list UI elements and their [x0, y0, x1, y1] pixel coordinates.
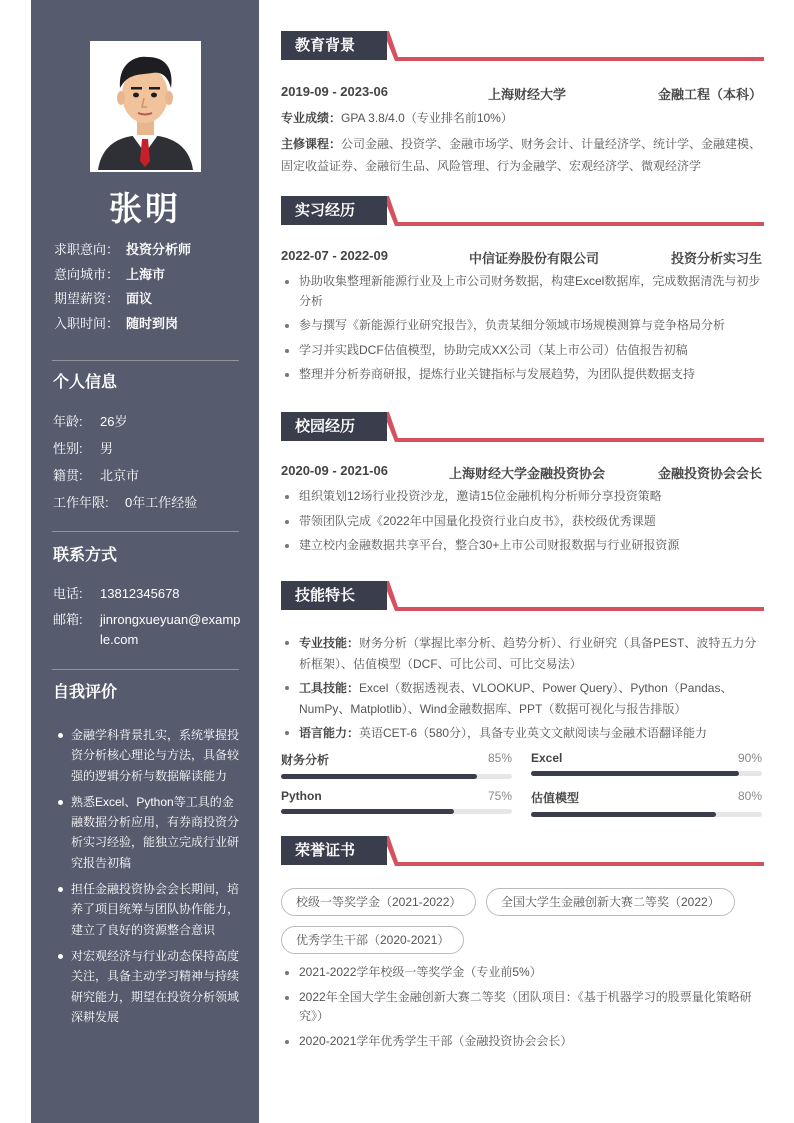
honor-tag: 校级一等奖学金（2021-2022）: [281, 888, 476, 916]
contact-phone: 电话: 13812345678: [53, 586, 180, 601]
skill-bar-track: [281, 809, 512, 814]
skill-bar-track: [531, 771, 762, 776]
honor-tag: 优秀学生干部（2020-2021）: [281, 926, 464, 954]
list-item: 参与撰写《新能源行业研究报告》，负责某细分领域市场规模测算与竞争格局分析: [281, 316, 764, 336]
info-origin: 籍贯: 北京市: [53, 468, 140, 483]
intent-salary: 期望薪资： 面议: [54, 291, 153, 306]
list-item: 整理并分析券商研报，提炼行业关键指标与发展趋势，为团队提供数据支持: [281, 365, 764, 385]
divider: [52, 360, 239, 361]
skill-bar-track: [281, 774, 512, 779]
campus-org: 上海财经大学金融投资协会: [449, 466, 606, 481]
list-item: 语言能力：英语CET-6（580分），具备专业英文文献阅读与金融术语翻译能力: [281, 723, 764, 744]
list-item: 建立校内金融数据共享平台，整合30+上市公司财报数据与行业研报资源: [281, 536, 764, 556]
list-item: 熟悉Excel、Python等工具的金融数据分析应用，有券商投资分析实习经验，能独立完成行业研究报告初稿: [55, 792, 245, 873]
avatar: [90, 41, 201, 172]
internship-role: 投资分析实习生: [670, 251, 762, 266]
education-major: 金融工程（本科）: [657, 87, 762, 102]
list-item: 金融学科背景扎实，系统掌握投资分析核心理论与方法，具备较强的逻辑分析与数据解读能力: [55, 725, 245, 786]
section-title: 校园经历: [281, 412, 387, 441]
list-item: 对宏观经济与行业动态保持高度关注，具备主动学习精神与持续研究能力，期望在投资分析领域深耕发展: [55, 946, 245, 1027]
skill-bar-fill: [281, 809, 454, 814]
campus-list: [281, 487, 764, 556]
skill-bar-fill: [531, 771, 739, 776]
section-title: 教育背景: [281, 31, 387, 60]
campus-date: 2020-09 - 2021-06: [281, 463, 388, 478]
section-header-skills: [281, 581, 764, 611]
contact-email: 邮箱: jinrongxueyuan@example.com: [53, 612, 241, 647]
skills-list: [281, 633, 764, 744]
skill-bar-fill: [531, 812, 716, 817]
list-item: 带领团队完成《2022年中国量化投资行业白皮书》，获校级优秀课题: [281, 512, 764, 532]
internship-date: 2022-07 - 2022-09: [281, 248, 388, 263]
contact-info: [53, 584, 242, 656]
honors-list: [281, 963, 764, 1051]
section-header-campus: [281, 412, 764, 442]
internship-entry-head: [281, 248, 762, 267]
intent-start: 入职时间： 随时到岗: [54, 315, 179, 331]
section-title: 实习经历: [281, 196, 387, 225]
list-item: 协助收集整理新能源行业及上市公司财务数据，构建Excel数据库，完成数据清洗与初步分析: [281, 272, 764, 311]
skill-bar: 财务分析 85%: [281, 751, 512, 779]
section-header-education: [281, 31, 764, 61]
list-item: 学习并实践DCF估值模型，协助完成XX公司（某上市公司）估值报告初稿: [281, 341, 764, 361]
candidate-name: 张明: [109, 190, 181, 227]
divider: [52, 531, 239, 532]
education-entry-head: [281, 84, 762, 103]
list-item: 工具技能：Excel（数据透视表、VLOOKUP、Power Query）、Python（Pandas、NumPy、Matplotlib）、Wind金融数据库、PPT（数据可视化与报告排版）: [281, 678, 764, 720]
info-gender: 性别: 男: [53, 441, 114, 456]
self-eval-list: [55, 725, 245, 1033]
self-eval-title: 自我评价: [53, 684, 118, 701]
honor-tag: 全国大学生金融创新大赛二等奖（2022）: [486, 888, 735, 916]
personal-info-title: 个人信息: [53, 374, 118, 391]
info-age: 年龄: 26岁: [53, 414, 128, 429]
section-title: 荣誉证书: [281, 836, 387, 865]
section-header-honors: [281, 836, 764, 866]
campus-entry-head: [281, 463, 762, 482]
list-item: 组织策划12场行业投资沙龙，邀请15位金融机构分析师分享投资策略: [281, 487, 764, 507]
skill-bar: 估值模型 80%: [531, 789, 762, 817]
list-item: 2021-2022学年校级一等奖学金（专业前5%）: [281, 963, 764, 983]
list-item: 担任金融投资协会会长期间，培养了项目统筹与团队协作能力，建立了良好的资源整合意识: [55, 879, 245, 940]
skill-bar: Excel 90%: [531, 751, 762, 776]
list-item: 2020-2021学年优秀学生干部（金融投资协会会长）: [281, 1032, 764, 1052]
section-title: 技能特长: [281, 581, 387, 610]
education-courses: 主修课程：公司金融、投资学、金融市场学、财务会计、计量经济学、统计学、金融建模、固定收益证券、金融衍生品、风险管理、行为金融学、宏观经济学、微观经济学: [281, 137, 762, 173]
education-gpa: 专业成绩：GPA 3.8/4.0（专业排名前10%）: [281, 111, 513, 125]
skill-bar-fill: [281, 774, 477, 779]
education-school: 上海财经大学: [488, 87, 567, 102]
intent-city: 意向城市： 上海市: [54, 266, 166, 282]
list-item: 2022年全国大学生金融创新大赛二等奖（团队项目：《基于机器学习的股票量化策略研究》）: [281, 988, 764, 1027]
intent-position: 求职意向： 投资分析师: [54, 242, 192, 257]
job-intent: [54, 238, 191, 336]
skill-bar: Python 75%: [281, 789, 512, 814]
internship-org: 中信证券股份有限公司: [469, 251, 600, 266]
list-item: 专业技能：财务分析（掌握比率分析、趋势分析）、行业研究（具备PEST、波特五力分析框架）、估值模型（DCF、可比公司、可比交易法）: [281, 633, 764, 675]
divider: [52, 669, 239, 670]
section-header-internship: [281, 196, 764, 226]
internship-list: [281, 272, 764, 385]
contact-title: 联系方式: [53, 547, 118, 564]
personal-info: [53, 407, 197, 515]
info-years: 工作年限: 0年工作经验: [53, 495, 198, 510]
sidebar: [31, 0, 259, 1123]
education-date: 2019-09 - 2023-06: [281, 84, 388, 99]
skill-bar-track: [531, 812, 762, 817]
campus-role: 金融投资协会会长: [657, 466, 762, 481]
